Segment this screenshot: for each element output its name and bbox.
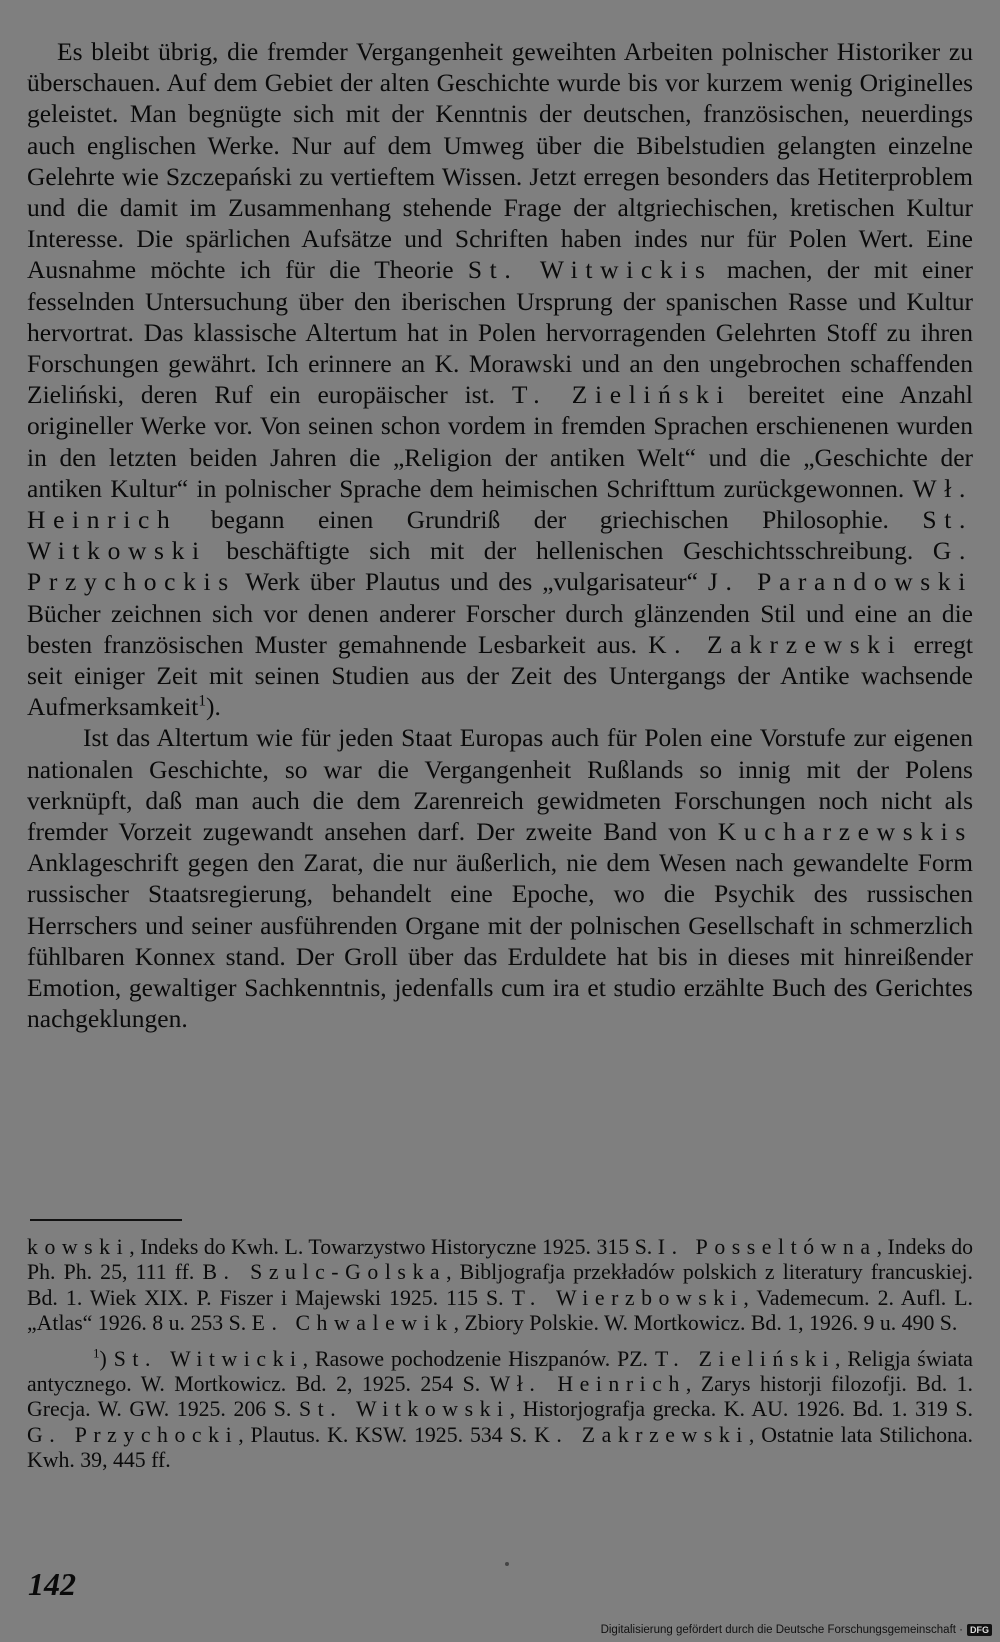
author-name: K. Zakrzewski [648, 629, 903, 659]
paragraph-2: Ist das Altertum wie für jeden Staat Europas auch für Polen eine Vorstufe zur eigenen nationalen Geschichte, so war die Vergangenheit Rußlands so innig mit der Polens verknüpft, daß man auch die dem Zarenreich gewidmeten Forschungen noch nicht als fremder Vorzeit zugewandt ansehen darf. Der zweite Band von Kucharzewskis Anklageschrift gegen den Zarat, die nur äußerlich, nie dem Wesen nach gewandelte Form russischer Staatsregierung, behandelt eine Epoche, wo die Psychik des russischen Herrschers und seiner ausführenden Organe mit der polnischen Gesellschaft in schmerzlich fühlbaren Konnex stand. Der Groll über das Erduldete hat bis in dieses mit hinreißender Emotion, gewaltiger Sachkenntnis, jedenfalls cum ira et studio erzählte Buch des Gerichtes nachgeklungen. [27, 723, 973, 1034]
main-text [27, 36, 973, 1035]
paragraph-1: Es bleibt übrig, die fremder Vergangenheit geweihten Arbeiten polnischer Historiker zu überschauen. Auf dem Gebiet der alten Geschichte wurde bis vor kurzem wenig Originelles geleistet. Man begnügte sich mit der Kenntnis der deutschen, französischen, neuerdings auch englischen Werke. Nur auf dem Umweg über die Bibelstudien gelangten einzelne Gelehrte wie Szczepański zu vertieftem Wissen. Jetzt erregen besonders das Hetiterproblem und die damit im Zusammenhang stehende Frage der altgriechischen, kretischen Kultur Interesse. Die spärlichen Aufsätze und Schriften haben indes nur für Polen Wert. Eine Ausnahme möchte ich für die Theorie St. Witwickis machen, der mit einer fesselnden Untersuchung über den iberischen Ursprung der spanischen Rasse und Kultur hervortrat. Das klassische Altertum hat in Polen hervorragenden Gelehrten Stoff zu ihren Forschungen gewährt. Ich erinnere an K. Morawski und an den ungebrochen schaffenden Zieliński, deren Ruf ein europäischer ist. T. Zieliński bereitet eine Anzahl origineller Werke vor. Von seinen schon vordem in fremden Sprachen erschienenen wurden in den letzten beiden Jahren die „Religion der antiken Welt“ und die „Geschichte der antiken Kultur“ in polnischer Sprache dem heimischen Schrifttum zurückgewonnen. Wł. Heinrich begann einen Grundriß der griechischen Philosophie. St. Witkowski beschäftigte sich mit der hellenischen Geschichtsschreibung. G. Przychockis Werk über Plautus und des „vulgarisateur“ J. Parandowski Bücher zeichnen sich vor denen anderer Forscher durch glänzenden Stil und eine an die besten französischen Muster gemahnende Lesbarkeit aus. K. Zakrzewski erregt seit einiger Zeit mit seinen Studien aus der Zeit des Untergangs der Antike wachsende Aufmerksamkeit$^1$). [27, 37, 973, 722]
author-name: St. Witkowski [27, 505, 973, 566]
dfg-logo-icon[interactable]: DFG [967, 1624, 992, 1636]
footnotes [27, 1235, 973, 1474]
author-name: G. Przychockis [27, 536, 973, 597]
footnote-1: $^1$) St. Witwicki, Rasowe pochodzenie Hiszpanów. PZ. T. Zieliński, Religja świata antycznego. W. Mortkowicz. Bd. 2, 1925. 254 S. Wł. Heinrich, Zarys historji filozofji. Bd. 1. Grecja. W. GW. 1925. 206 S. St. Witkowski, Historjografja grecka. K. AU. 1926. Bd. 1. 319 S. G. Przychocki, Plautus. K. KSW. 1925. 534 S. K. Zakrzewski, Ostatnie lata Stilichona. Kwh. 39, 445 ff. [27, 1345, 974, 1473]
author-name: J. Parandowski [707, 567, 973, 597]
ink-dot [505, 1562, 509, 1566]
author-name: Kucharzewskis [717, 817, 973, 847]
digitization-footer [601, 1624, 992, 1636]
footnote-number: 1 [93, 1345, 100, 1361]
footnote-continuation: kowski, Indeks do Kwh. L. Towarzystwo Historyczne 1925. 315 S. I. Posseltówna, Indeks do Ph. Ph. 25, 111 ff. B. Szulc-Golska, Bibljografja przekładów polskich z literatury francuskiej. Bd. 1. Wiek XIX. P. Fiszer i Majewski 1925. 115 S. T. Wierzbowski, Vademecum. 2. Aufl. L. „Atlas“ 1926. 8 u. 253 S. E. Chwalewik, Zbiory Polskie. W. Mortkowicz. Bd. 1, 1926. 9 u. 490 S. [27, 1235, 973, 1336]
footer-text: Digitalisierung gefördert durch die Deutsche Forschungsgemeinschaft · [600, 1624, 963, 1636]
author-name: Wł. Heinrich [27, 473, 973, 535]
page-number: 142 [28, 1566, 76, 1602]
author-name: St. Witwickis [467, 255, 713, 285]
footnote-rule [30, 1219, 182, 1221]
footnote-marker[interactable]: 1 [198, 692, 207, 710]
page [27, 36, 973, 1035]
author-name: T. Zieliński [511, 380, 732, 410]
